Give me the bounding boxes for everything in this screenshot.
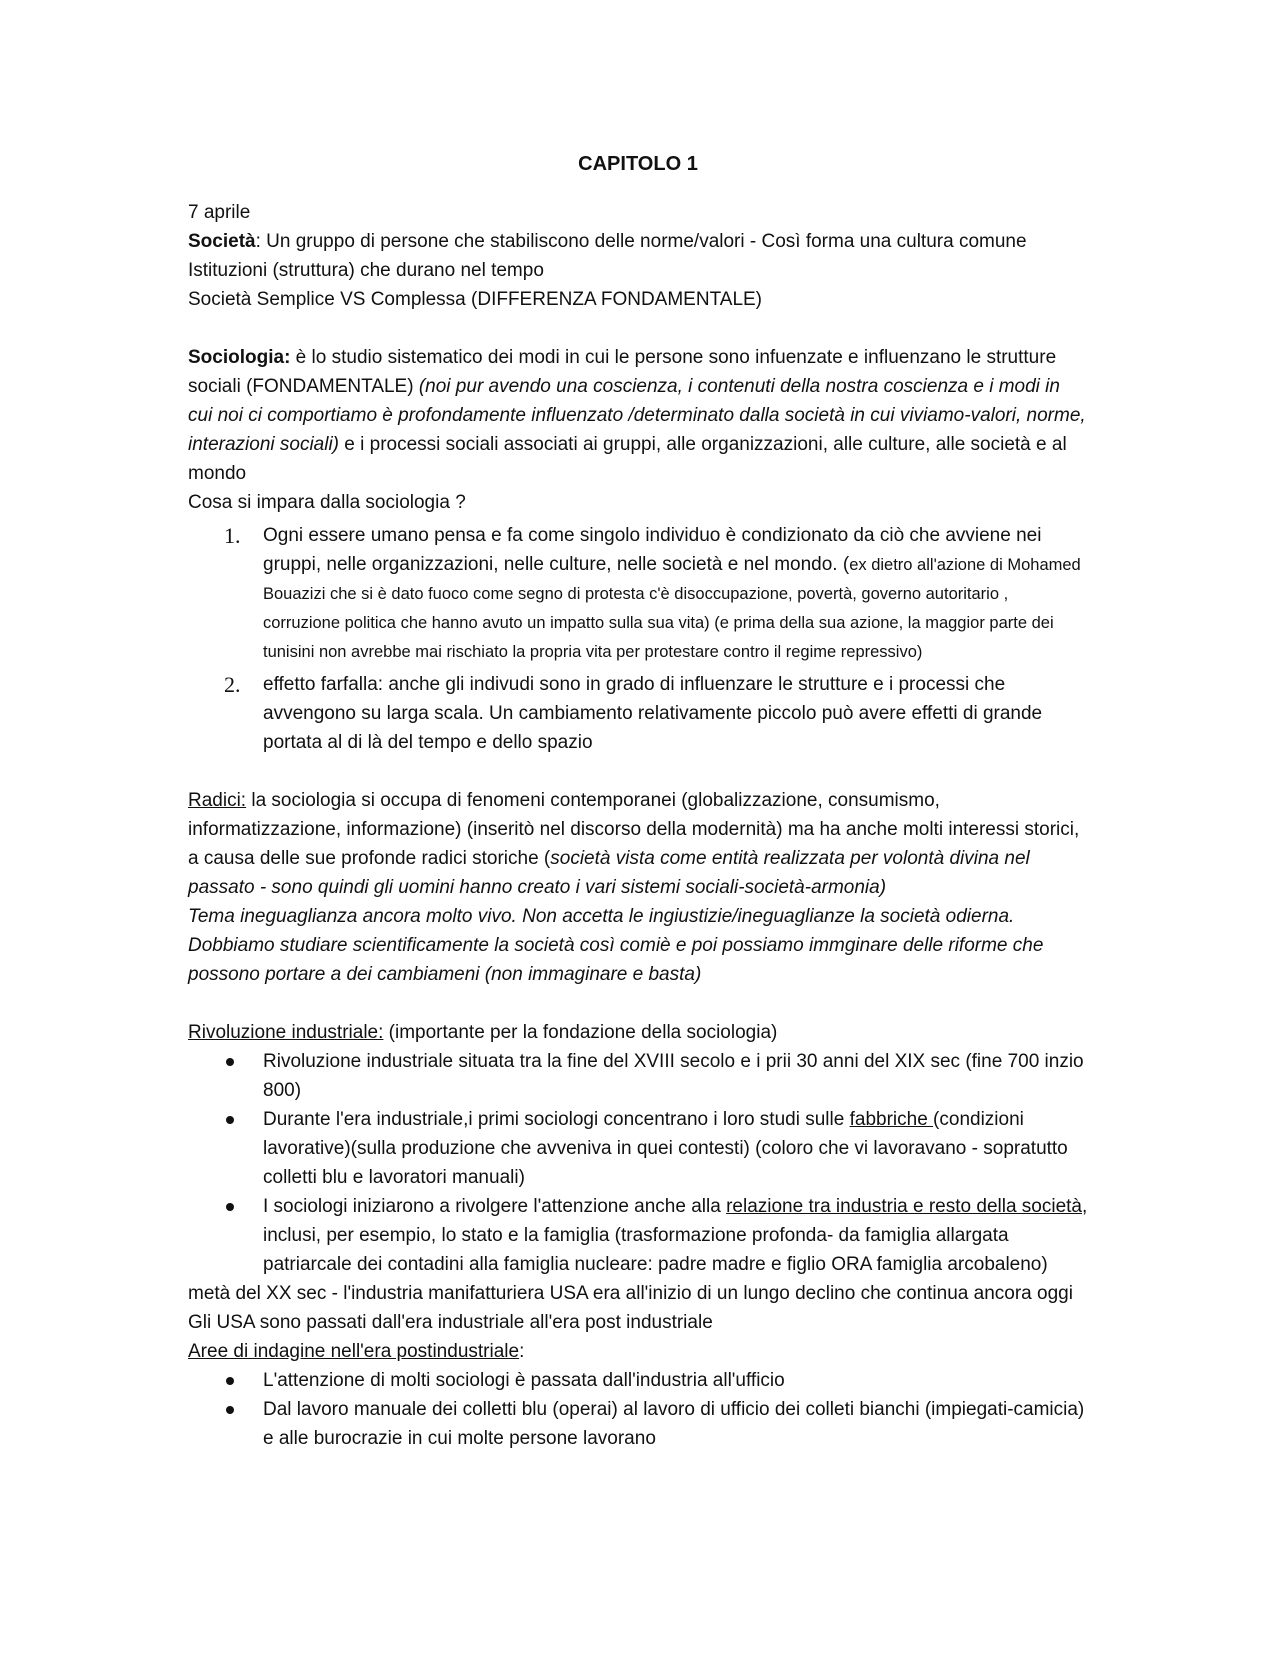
numbered-item-text: Ogni essere umano pensa e fa come singolo individuo è condizionato da ciò che avviene nei gruppi, nelle organizzazioni, nelle culture, nelle società e nel mondo. ( — [263, 525, 1042, 575]
numbered-item — [188, 670, 1088, 757]
numbered-item-text: effetto farfalla: anche gli indivudi sono in grado di influenzare le strutture e i processi che avvengono su larga scala. Un cambiamento relativamente piccolo può avere effetti di grande portata al di là del tempo e dello spazio — [263, 674, 1043, 753]
bullet-item — [188, 1047, 1088, 1105]
spacer — [188, 989, 1088, 1018]
aree-heading — [188, 1337, 1088, 1366]
page-title: CAPITOLO 1 — [578, 153, 698, 175]
bullet-icon — [226, 1406, 234, 1414]
date-line: 7 aprile — [188, 202, 251, 223]
numbered-item — [188, 521, 1088, 666]
bullet-text: Durante l'era industriale,i primi sociologi concentrano i loro studi sulle — [263, 1109, 850, 1130]
bullet-item — [188, 1395, 1088, 1453]
bullet-icon — [226, 1377, 234, 1385]
sociologia-italic: (noi pur avendo una coscienza, i contenuti della nostra coscienza e i modi in cui noi ci comportiamo è profondamente influenzato /determinato dalla società in cui viviamo-valori, norme, interazioni sociali) — [188, 376, 1086, 455]
bullet-underlined-text: relazione tra industria e resto della società — [726, 1196, 1082, 1217]
list-number: 2. — [224, 672, 241, 697]
cosa-si-impara-line: Cosa si impara dalla sociologia ? — [188, 492, 466, 513]
numbered-item-small-text: ex dietro all'azione di Mohamed Bouazizi che si è dato fuoco come segno di protesta c'è disoccupazione, povertà, governo autoritario , corruzione politica che hanno avuto un impatto sulla sua vita) (e prima della sua azione, la maggior parte dei tunisini non avrebbe mai rischiato la propria vita per protestare contro il regime repressivo) — [263, 556, 1081, 661]
sociologia-text-1: è lo studio sistematico dei modi in cui le persone sono infuenzate e influenzano le strutture sociali (FONDAMENTALE) — [188, 347, 1057, 397]
radici-paragraph — [188, 786, 1088, 902]
aree-term: Aree di indagine nell'era postindustriale — [188, 1341, 520, 1362]
bullet-icon — [226, 1203, 234, 1211]
istituzioni-line: Istituzioni (struttura) che durano nel tempo — [188, 260, 544, 281]
radici-italic-2: Tema ineguaglianza ancora molto vivo. Non accetta le ingiustizie/ineguaglianze la società odierna. Dobbiamo studiare scientificamente la società così comiè e poi possiamo immginare delle riforme che possono portare a dei cambiameni (non immaginare e basta) — [188, 906, 1044, 985]
radici-term: Radici: — [188, 790, 247, 811]
bullet-icon — [226, 1116, 234, 1124]
bullet-underlined-text: fabbriche — [849, 1109, 934, 1130]
numbered-list — [188, 521, 1088, 757]
rivoluzione-bullet-list — [188, 1047, 1088, 1279]
rivoluzione-heading — [188, 1018, 1088, 1047]
meta-xx-line: metà del XX sec - l'industria manifatturiera USA era all'inizio di un lungo declino che continua ancora oggi — [188, 1283, 1073, 1304]
rivoluzione-term: Rivoluzione industriale: — [188, 1022, 384, 1043]
aree-bullet-list — [188, 1366, 1088, 1453]
bullet-text: I sociologi iniziarono a rivolgere l'attenzione anche alla — [263, 1196, 727, 1217]
aree-colon: : — [519, 1341, 525, 1362]
spacer — [188, 314, 1088, 343]
societa-text: : Un gruppo di persone che stabiliscono delle norme/valori - Così forma una cultura comune — [255, 231, 1027, 252]
rivoluzione-text: (importante per la fondazione della sociologia) — [383, 1022, 778, 1043]
bullet-text: Dal lavoro manuale dei colletti blu (operai) al lavoro di ufficio dei colleti bianchi (impiegati-camicia) e alle burocrazie in cui molte persone lavorano — [263, 1399, 1085, 1449]
document-page — [188, 150, 1088, 1453]
list-number: 1. — [224, 523, 241, 548]
societa-term: Società — [188, 231, 256, 252]
radici-italic: società vista come entità realizzata per volontà divina nel passato - sono quindi gli uomini hanno creato i vari sistemi sociali-società-armonia) — [188, 848, 1030, 898]
bullet-text: (condizioni lavorative)(sulla produzione che avveniva in quei contesti) (coloro che vi lavoravano - sopratutto colletti blu e lavoratori manuali) — [263, 1109, 1068, 1188]
sociologia-definition — [188, 343, 1088, 488]
bullet-item — [188, 1192, 1088, 1279]
spacer — [188, 757, 1088, 786]
bullet-text: L'attenzione di molti sociologi è passata dall'industria all'ufficio — [263, 1370, 785, 1391]
sociologia-term: Sociologia: — [188, 347, 291, 368]
semplice-complessa-line: Società Semplice VS Complessa (DIFFERENZA FONDAMENTALE) — [188, 289, 763, 310]
usa-line: Gli USA sono passati dall'era industriale all'era post industriale — [188, 1312, 713, 1333]
sociologia-text-2: e i processi sociali associati ai gruppi, alle organizzazioni, alle culture, alle società e al mondo — [188, 434, 1067, 484]
radici-text: la sociologia si occupa di fenomeni contemporanei (globalizzazione, consumismo, informatizzazione, informazione) (inseritò nel discorso della modernità) ma ha anche molti interessi storici, a causa delle sue profonde radici storiche ( — [188, 790, 1080, 869]
bullet-item — [188, 1105, 1088, 1192]
bullet-item — [188, 1366, 1088, 1395]
radici-italic-paragraph — [188, 902, 1088, 989]
bullet-text: Rivoluzione industriale situata tra la fine del XVIII secolo e i prii 30 anni del XIX sec (fine 700 inzio 800) — [263, 1051, 1084, 1101]
societa-definition — [188, 227, 1088, 256]
bullet-text: , inclusi, per esempio, lo stato e la famiglia (trasformazione profonda- da famiglia allargata patriarcale dei contadini alla famiglia nucleare: padre madre e figlio ORA famiglia arcobaleno) — [263, 1196, 1088, 1275]
bullet-icon — [226, 1058, 234, 1066]
